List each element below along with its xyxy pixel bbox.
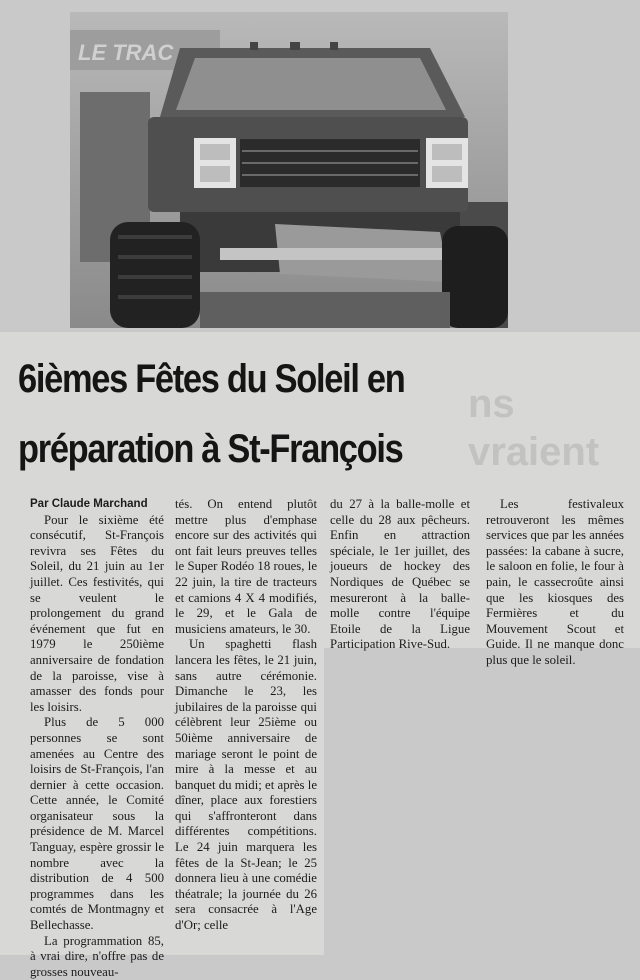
col3-paragraph-1: du 27 à la balle-molle et celle du 28 aux pêcheurs. Enfin en attraction spéciale, le 1er juillet, des joueurs de hockey des Nordiques de Québec se mesureront à la balle-molle contre l'équipe Etoile de la Ligue Participation Rive-Sud.: [330, 497, 470, 652]
col1-paragraph-3: La programmation 85, à vrai dire, n'offre pas de grosses nouveau-: [30, 933, 164, 979]
headline-line-2: préparation à St-François: [18, 427, 403, 471]
byline: Par Claude Marchand: [30, 498, 148, 510]
bleed-line-2: vraient: [468, 430, 600, 474]
article-column-1: [30, 497, 164, 980]
col4-paragraph-1: Les festivaleux retrouveront les mêmes services que par les années passées: la cabane à sucre, le saloon en folie, le four à pain, le cassecroûte ainsi que les kiosques des Fermières et du Mouvement Scout et Guide. Il ne manque donc plus que le soleil.: [486, 497, 624, 667]
col1-paragraph-1: Pour le sixième été consécutif, St-François revivra ses Fêtes du Soleil, du 21 juin au 1er juillet. Ces festivités, qui se veulent le prolongement du grand événement que fut en 1979 le 250ième anniversaire de fondation de la paroisse, vise à amasser des fonds pour les loisirs.: [30, 512, 164, 714]
truck-illustration: [70, 12, 508, 328]
col2-paragraph-1: tés. On entend plutôt mettre plus d'emphase encore sur des activités qui ont fait leurs preuves telles le Super Rodéo 18 roues, le 22 juin, la tire de tracteurs et camions 4 X 4 modifiés, le 29, et le Gala de musiciens amateurs, le 30.: [175, 497, 317, 636]
news-article: [0, 332, 640, 979]
headline: [18, 344, 414, 484]
bleed-line-1: ns: [468, 382, 515, 426]
article-column-4: [486, 497, 624, 669]
banner-text: LE TRAC: [78, 40, 174, 65]
article-column-2: [175, 497, 317, 934]
article-column-3: [330, 497, 470, 653]
headline-line-1: 6ièmes Fêtes du Soleil en: [18, 357, 405, 401]
bleed-through-text: [468, 380, 640, 474]
col2-paragraph-2: Un spaghetti flash lancera les fêtes, le 21 juin, sans autre cérémonie. Dimanche le 23, les jubilaires de la paroisse qui célèbrent leur 25ième ou 50ième anniversaire de mariage seront le point de mire à la messe et au banquet du midi; et après le dîner, place aux forestiers qui s'affronteront dans différentes compétitions. Le 24 juin marquera les fêtes de la St-Jean; le 25 donnera lieu à une comédie théatrale; la journée du 26 sera consacrée à l'Age d'Or; celle: [175, 637, 317, 933]
monster-truck-photo: [70, 12, 508, 328]
col1-paragraph-2: Plus de 5 000 personnes se sont amenées au Centre des loisirs de St-François, l'an dernier à cette occasion. Cette année, le Comité organisateur sous la présidence de M. Marcel Tanguay, espère grossir le nombre avec la distribution de 4 500 programmes dans les comtés de Montmagny et Bellechasse.: [30, 715, 164, 933]
